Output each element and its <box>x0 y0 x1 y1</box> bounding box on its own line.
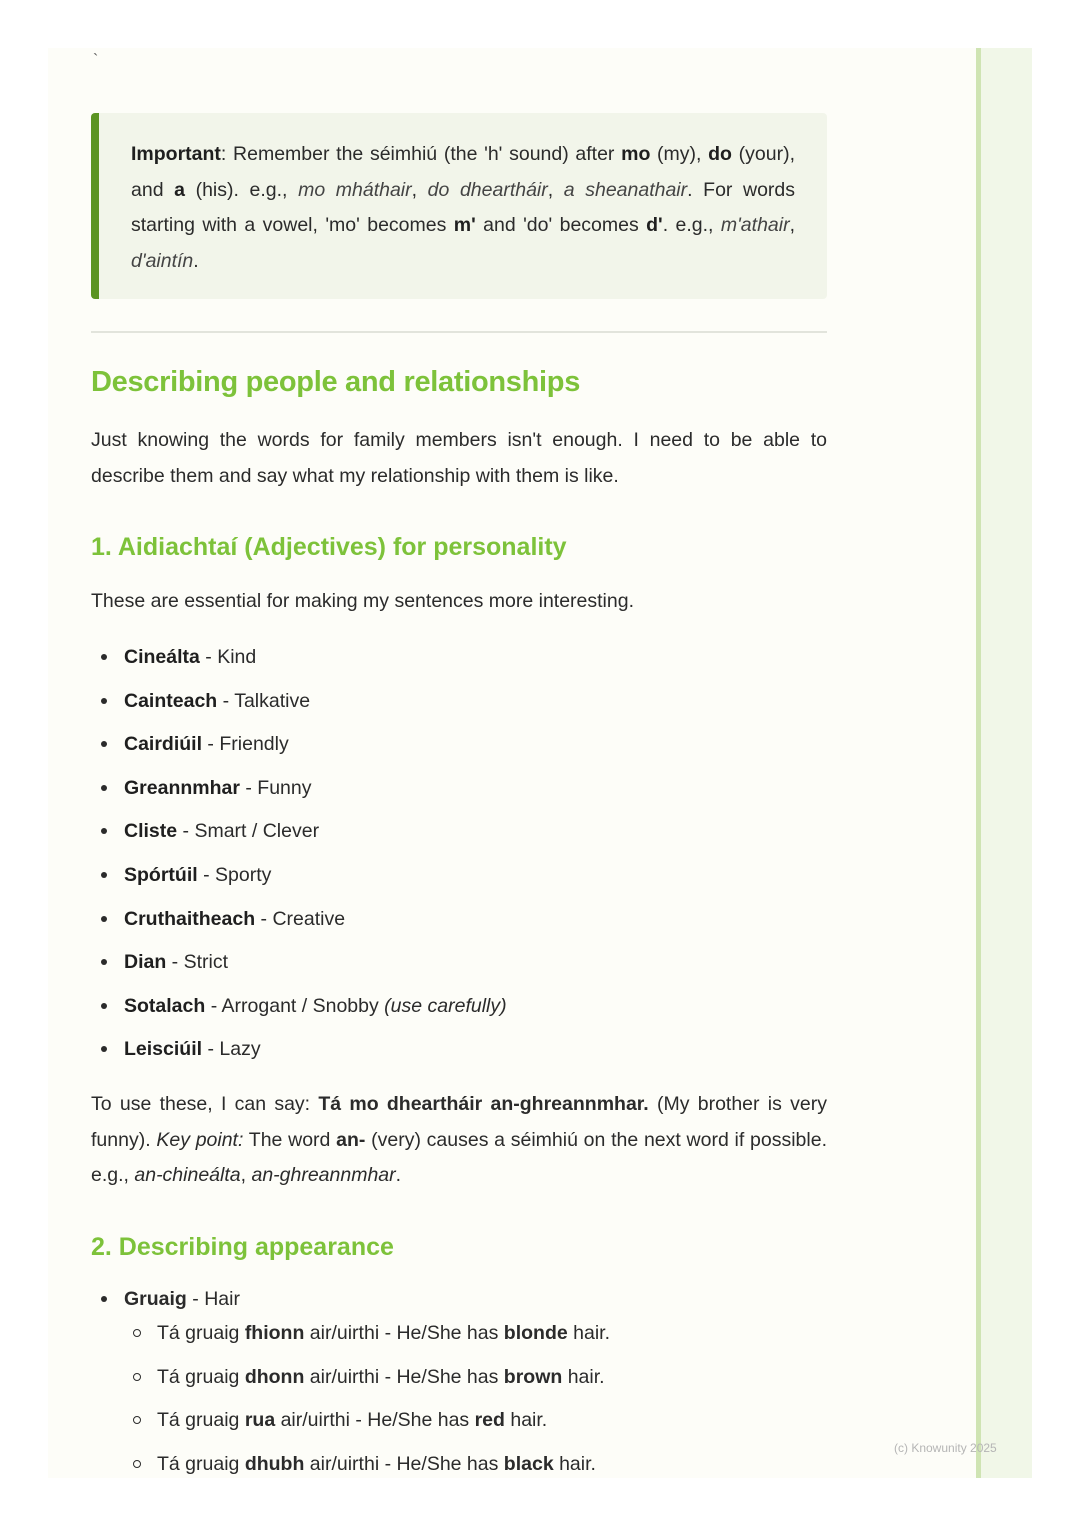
english-meaning: Talkative <box>234 689 311 712</box>
irish-word: Cliste <box>124 820 178 843</box>
list-item <box>91 727 827 771</box>
separator: - <box>217 689 235 712</box>
callout-example: mo mháthair <box>298 178 412 201</box>
english-meaning: Arrogant / Snobby <box>221 994 385 1017</box>
irish-word: Spórtúil <box>124 863 198 886</box>
right-margin-panel <box>976 48 1032 1478</box>
colour-english: blonde <box>503 1322 568 1344</box>
separator: - <box>239 776 258 799</box>
separator: - <box>205 994 222 1017</box>
callout-text: (my), <box>650 143 709 165</box>
irish-word: Sotalach <box>124 994 206 1017</box>
list-item <box>91 814 827 858</box>
callout-term: d' <box>646 214 663 236</box>
usage-text: The word <box>243 1128 337 1151</box>
separator: - <box>166 951 184 974</box>
callout-text: (your), and <box>131 143 795 201</box>
callout-text: , <box>547 178 564 201</box>
hair-sublist <box>124 1316 827 1490</box>
colour-irish: dhubh <box>244 1452 305 1475</box>
sub-list-item <box>124 1360 827 1404</box>
callout-term: a <box>174 178 185 201</box>
callout-label: Important <box>131 143 221 165</box>
usage-text: , <box>240 1164 252 1186</box>
callout-text: and 'do' becomes <box>475 214 647 236</box>
section-divider <box>91 331 827 333</box>
callout-example: d'aintín <box>131 249 194 272</box>
important-callout <box>91 113 827 299</box>
usage-text: (very) causes a séimhiú on the next word if possible. e.g., <box>91 1128 827 1186</box>
list-item <box>91 945 827 989</box>
separator: - <box>186 1288 205 1310</box>
list-item <box>91 1032 827 1076</box>
irish-word: Gruaig <box>124 1288 187 1310</box>
callout-example: do dheartháir <box>427 178 548 201</box>
colour-english: brown <box>503 1365 563 1388</box>
phrase-text: hair. <box>553 1452 596 1475</box>
english-meaning: Smart / Clever <box>194 820 320 843</box>
usage-example: Tá mo dheartháir an-ghreannmhar. <box>318 1093 649 1115</box>
english-meaning: Kind <box>217 646 257 668</box>
irish-word: Dian <box>124 951 167 974</box>
callout-term: mo <box>621 143 651 165</box>
usage-term: an- <box>336 1128 366 1151</box>
callout-text: , <box>789 214 796 236</box>
phrase-text: hair. <box>504 1409 548 1432</box>
separator: - <box>255 907 273 930</box>
usage-text: To use these, I can say: <box>91 1093 319 1115</box>
copyright-footer: (c) Knowunity 2025 <box>894 1441 997 1455</box>
phrase-text: air/uirthi - He/She has <box>304 1322 504 1344</box>
usage-text: . <box>395 1164 402 1186</box>
phrase-text: Tá gruaig <box>157 1452 245 1475</box>
colour-irish: fhionn <box>244 1322 305 1344</box>
irish-word: Cairdiúil <box>124 733 203 756</box>
list-item <box>91 684 827 728</box>
phrase-text: air/uirthi - He/She has <box>304 1365 504 1388</box>
separator: - <box>199 646 218 668</box>
phrase-text: hair. <box>567 1322 610 1344</box>
callout-text: (his). e.g., <box>185 178 299 201</box>
appearance-heading: 2. Describing appearance <box>91 1233 394 1261</box>
appearance-list <box>91 1282 827 1490</box>
colour-irish: rua <box>244 1409 276 1432</box>
sub-list-item <box>124 1447 827 1491</box>
list-item <box>91 902 827 946</box>
english-meaning: Creative <box>272 907 346 930</box>
colour-english: black <box>503 1452 554 1475</box>
phrase-text: air/uirthi - He/She has <box>275 1409 475 1432</box>
separator: - <box>197 863 216 886</box>
irish-word: Cainteach <box>124 689 218 712</box>
adjectives-usage <box>91 1087 827 1194</box>
callout-term: do <box>708 143 732 165</box>
callout-text: , <box>411 178 428 201</box>
irish-word: Cineálta <box>124 646 200 668</box>
adjectives-intro: These are essential for making my sentences more interesting. <box>91 590 635 612</box>
phrase-text: Tá gruaig <box>157 1322 245 1344</box>
adjectives-list <box>91 640 827 1076</box>
section-intro: Just knowing the words for family members isn't enough. I need to be able to describe them and say what my relationship with them is like. <box>91 429 827 487</box>
section-title: Describing people and relationships <box>91 366 581 398</box>
callout-text: . For words starting with a vowel, 'mo' becomes <box>131 178 796 236</box>
colour-irish: dhonn <box>244 1365 305 1388</box>
english-meaning: Hair <box>204 1288 240 1310</box>
irish-word: Cruthaitheach <box>124 907 256 930</box>
usage-example-italic: an-ghreannmhar <box>251 1164 396 1186</box>
sub-list-item <box>124 1316 827 1360</box>
phrase-text: hair. <box>562 1365 605 1388</box>
list-item <box>91 858 827 902</box>
list-item <box>91 1282 827 1490</box>
colour-english: red <box>474 1409 505 1432</box>
english-meaning: Funny <box>257 776 312 799</box>
usage-text: (My brother is very funny). <box>91 1093 827 1151</box>
irish-word: Leisciúil <box>124 1038 203 1061</box>
stray-mark: ` <box>93 52 99 69</box>
separator: - <box>177 820 195 843</box>
english-meaning: Lazy <box>219 1038 261 1061</box>
list-item <box>91 771 827 815</box>
usage-example-italic: an-chineálta <box>134 1164 241 1186</box>
key-point-label: Key point: <box>156 1128 244 1151</box>
phrase-text: air/uirthi - He/She has <box>304 1452 504 1475</box>
sub-list-item <box>124 1403 827 1447</box>
separator: - <box>202 733 220 756</box>
english-meaning: Strict <box>183 951 229 974</box>
callout-example: a sheanathair <box>563 178 688 201</box>
phrase-text: Tá gruaig <box>157 1365 245 1388</box>
list-item <box>91 640 827 684</box>
callout-example: m'athair <box>720 214 790 236</box>
usage-note: (use carefully) <box>384 994 507 1017</box>
irish-word: Greannmhar <box>124 776 240 799</box>
list-item <box>91 989 827 1033</box>
right-margin-rule <box>976 48 981 1478</box>
english-meaning: Friendly <box>219 733 289 756</box>
callout-term: m' <box>453 214 476 236</box>
adjectives-heading: 1. Aidiachtaí (Adjectives) for personality <box>91 533 567 561</box>
phrase-text: Tá gruaig <box>157 1409 245 1432</box>
english-meaning: Sporty <box>215 863 272 886</box>
separator: - <box>202 1038 220 1061</box>
callout-text: . <box>193 249 199 272</box>
callout-text: : Remember the séimhiú (the 'h' sound) after <box>220 143 622 165</box>
callout-text: . e.g., <box>662 214 721 236</box>
